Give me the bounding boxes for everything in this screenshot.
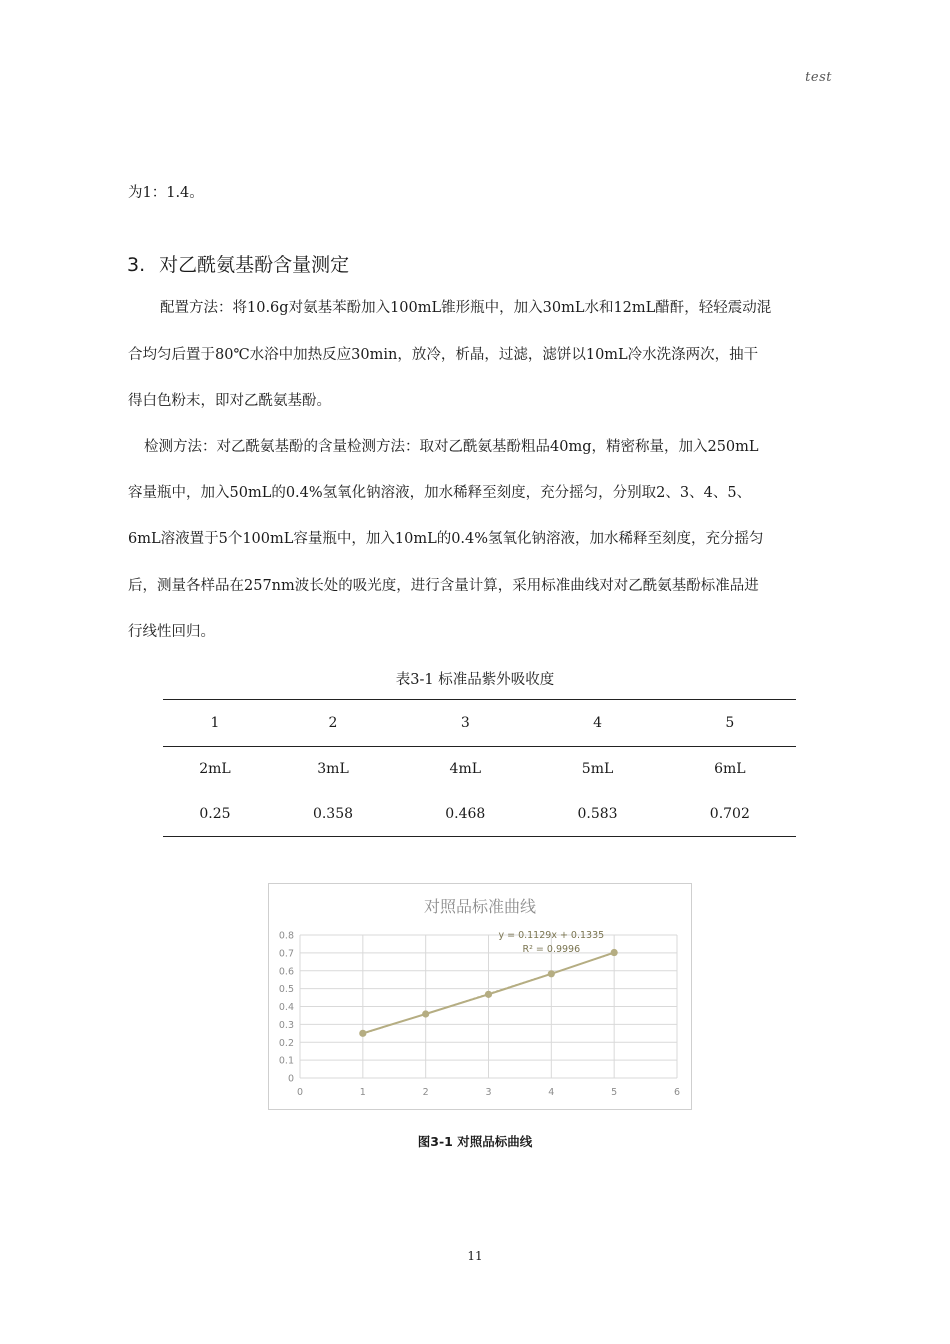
x-tick-label: 4 — [548, 1087, 555, 1098]
test-line-3: 6mL溶液置于5个100mL容量瓶中，加入10mL的0.4%氢氧化钠溶液，加水稀释至刻度，充分摇匀 — [128, 531, 764, 547]
running-header: test — [805, 70, 832, 85]
table-header-row — [163, 700, 796, 747]
data-point — [359, 1030, 366, 1037]
table-cell: 3mL — [317, 761, 349, 778]
table-cell: 2mL — [199, 761, 231, 778]
chart-title: 对照品标准曲线 — [423, 897, 537, 916]
absorbance-table — [163, 699, 796, 837]
page-number: 11 — [467, 1249, 483, 1263]
x-tick-label: 5 — [611, 1087, 618, 1098]
table-header-cell: 1 — [210, 715, 220, 731]
table-cell: 6mL — [714, 761, 746, 778]
test-line-1: 检测方法：对乙酰氨基酚的含量检测方法：取对乙酰氨基酚粗品40mg，精密称量，加入250mL — [144, 439, 759, 455]
table-header-cell: 5 — [725, 715, 735, 731]
x-tick-label: 2 — [422, 1087, 429, 1098]
y-tick-label: 0.1 — [278, 1055, 294, 1067]
table-cell: 0.468 — [445, 805, 486, 822]
chart-tick-labels — [279, 931, 680, 1099]
chart-gridlines — [300, 935, 677, 1078]
y-tick-label: 0.2 — [278, 1037, 294, 1049]
table-cell: 4mL — [449, 761, 482, 778]
data-point — [611, 949, 618, 956]
section-number: 3. — [127, 254, 146, 276]
table-header-cell: 4 — [593, 715, 602, 731]
y-tick-label: 0.8 — [278, 930, 294, 942]
table-row — [163, 747, 796, 792]
x-tick-label: 6 — [673, 1087, 681, 1098]
chart-canvas — [269, 884, 691, 1109]
table-cell: 0.358 — [312, 805, 354, 822]
y-tick-label: 0.6 — [278, 966, 294, 978]
data-point — [548, 970, 555, 977]
x-tick-label: 1 — [359, 1087, 366, 1098]
y-tick-label: 0.5 — [278, 984, 294, 996]
test-line-5: 行线性回归。 — [128, 624, 215, 640]
prep-line-1: 配置方法：将10.6g对氨基苯酚加入100mL锥形瓶中，加入30mL水和12mL醋酐，轻轻震动混 — [160, 300, 772, 316]
y-tick-label: 0.4 — [278, 1002, 294, 1013]
trendline-equation: y = 0.1129x + 0.1335 — [498, 930, 605, 942]
prep-line-3: 得白色粉末，即对乙酰氨基酚。 — [128, 393, 331, 409]
figure-caption: 图3-1 对照品标曲线 — [417, 1134, 533, 1149]
x-tick-label: 3 — [485, 1087, 492, 1098]
data-point — [485, 991, 492, 998]
trendline-r2: R² = 0.9996 — [522, 944, 581, 956]
test-line-2: 容量瓶中，加入50mL的0.4%氢氧化钠溶液，加水稀释至刻度，充分摇匀，分别取2、3、4、5、 — [128, 485, 752, 501]
table-cell: 5mL — [581, 761, 614, 778]
table-caption: 表3-1 标准品紫外吸收度 — [395, 672, 555, 688]
data-point — [422, 1010, 429, 1017]
y-tick-label: 0.3 — [278, 1019, 294, 1031]
test-line-4: 后，测量各样品在257nm波长处的吸光度，进行含量计算，采用标准曲线对对乙酰氨基酚标准品进 — [128, 578, 759, 594]
table-row — [163, 792, 796, 837]
section-title: 对乙酰氨基酚含量测定 — [159, 254, 350, 276]
section-heading — [127, 250, 349, 277]
standard-curve-chart — [268, 883, 692, 1110]
table-cell: 0.25 — [199, 805, 231, 822]
x-tick-label: 0 — [296, 1087, 304, 1098]
table-cell: 0.702 — [709, 805, 750, 822]
y-tick-label: 0 — [287, 1073, 294, 1085]
intro-line: 为1：1.4。 — [128, 185, 204, 201]
table-header-cell: 2 — [328, 715, 338, 731]
table-header-cell: 3 — [460, 715, 470, 731]
table-cell: 0.583 — [577, 805, 618, 822]
prep-line-2: 合均匀后置于80℃水浴中加热反应30min，放冷，析晶，过滤，滤饼以10mL冷水洗涤两次，抽干 — [128, 347, 759, 363]
y-tick-label: 0.7 — [278, 948, 294, 960]
